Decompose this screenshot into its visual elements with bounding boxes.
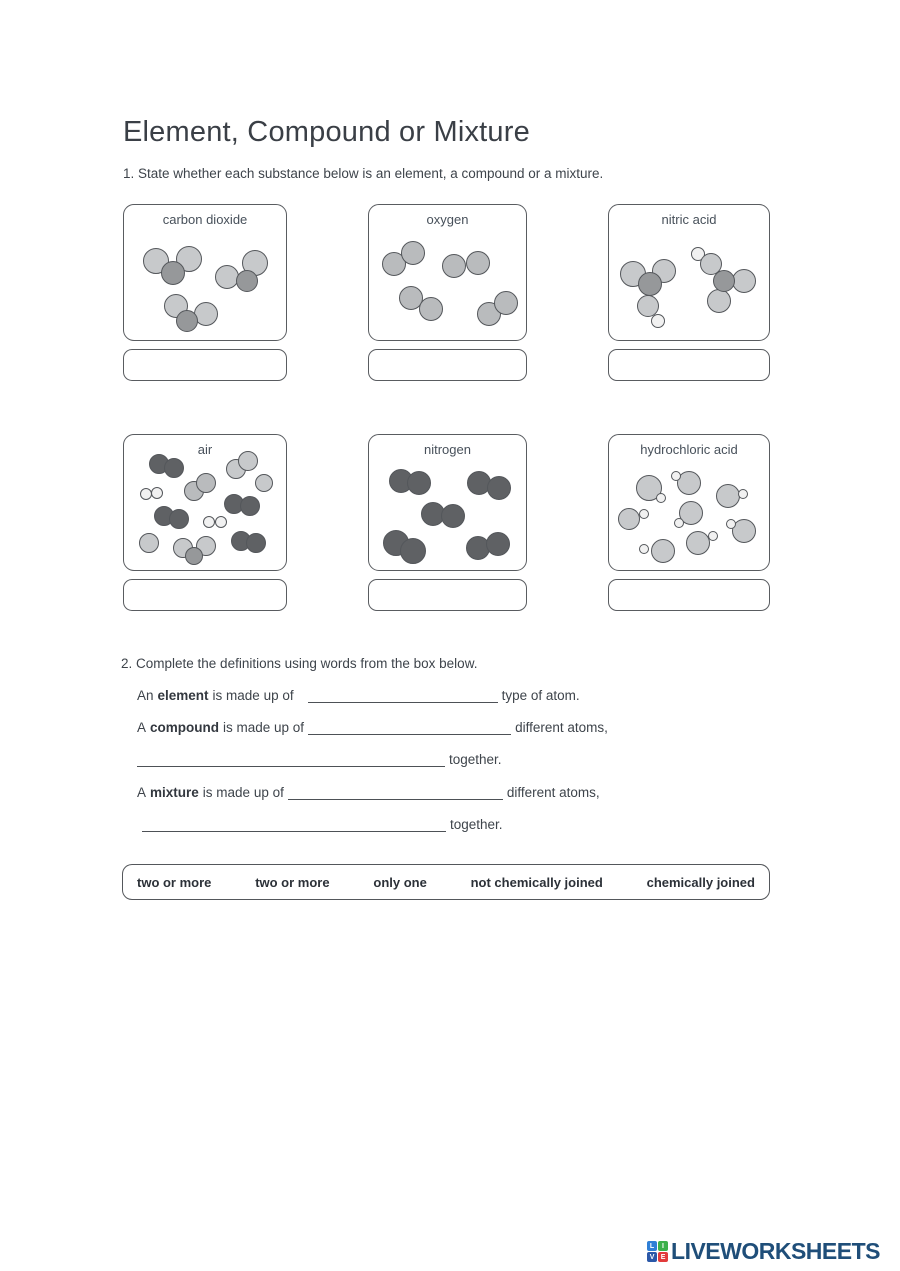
word-bank-item: chemically joined <box>646 874 755 890</box>
substance-card-oxygen <box>368 204 527 381</box>
molecule-box <box>608 434 770 571</box>
molecule-diagram <box>369 435 526 570</box>
atom <box>169 509 189 529</box>
substance-label: nitrogen <box>424 442 471 457</box>
definition-blank[interactable] <box>308 720 511 735</box>
substance-label: nitric acid <box>661 212 717 227</box>
definition-mixture-line-2 <box>142 817 503 832</box>
question-1-text: 1. State whether each substance below is an element, a compound or a mixture. <box>123 166 604 181</box>
atom <box>196 473 216 493</box>
atom <box>686 531 710 555</box>
definition-text: together. <box>449 752 502 767</box>
logo-tile-i: I <box>658 1241 668 1251</box>
word-bank-item: not chemically joined <box>470 874 603 890</box>
answer-box[interactable] <box>368 349 527 381</box>
definition-blank[interactable] <box>137 752 445 767</box>
definition-text: different atoms, <box>506 785 600 800</box>
answer-box[interactable] <box>123 349 287 381</box>
atom <box>738 489 748 499</box>
definition-compound-line <box>137 720 608 735</box>
word-bank-item: two or more <box>255 874 330 890</box>
substance-label: oxygen <box>426 212 469 227</box>
definition-term: element <box>157 688 209 703</box>
definition-compound-line-2 <box>137 752 502 767</box>
atom <box>185 547 203 565</box>
definition-text: is made up of <box>212 688 294 703</box>
answer-box[interactable] <box>608 579 770 611</box>
answer-box[interactable] <box>608 349 770 381</box>
atom <box>656 493 666 503</box>
atom <box>255 474 273 492</box>
atom <box>139 533 159 553</box>
atom <box>638 272 662 296</box>
atom <box>238 451 258 471</box>
definition-blank[interactable] <box>142 817 446 832</box>
definition-text: An <box>137 688 154 703</box>
atom <box>203 516 215 528</box>
atom <box>639 544 649 554</box>
atom <box>215 265 239 289</box>
substance-card-nitrogen <box>368 434 527 611</box>
word-bank <box>122 864 770 900</box>
molecule-box <box>368 204 527 341</box>
word-bank-item: two or more <box>137 874 212 890</box>
atom <box>671 471 681 481</box>
definition-text: is made up of <box>202 785 284 800</box>
atom <box>466 251 490 275</box>
definition-text: type of atom. <box>501 688 580 703</box>
substance-label: hydrochloric acid <box>640 442 738 457</box>
molecule-box <box>368 434 527 571</box>
atom <box>240 496 260 516</box>
liveworksheets-logo <box>647 1238 880 1265</box>
liveworksheets-grid-icon <box>647 1241 668 1262</box>
brand-text: LIVEWORKSHEETS <box>671 1238 880 1264</box>
molecule-diagram <box>124 435 286 570</box>
atom <box>707 289 731 313</box>
atom <box>639 509 649 519</box>
substance-card-carbon-dioxide <box>123 204 287 381</box>
substance-card-hydrochloric-acid <box>608 434 770 611</box>
atom <box>732 269 756 293</box>
atom <box>674 518 684 528</box>
definition-element-line <box>137 688 580 703</box>
definition-term: mixture <box>150 785 199 800</box>
page-title: Element, Compound or Mixture <box>123 116 530 148</box>
atom <box>164 458 184 478</box>
molecule-box <box>123 434 287 571</box>
atom <box>215 516 227 528</box>
substance-card-air <box>123 434 287 611</box>
answer-box[interactable] <box>368 579 527 611</box>
molecule-diagram <box>124 205 286 340</box>
answer-box[interactable] <box>123 579 287 611</box>
definition-blank[interactable] <box>308 688 498 703</box>
definition-term: compound <box>150 720 220 735</box>
definition-text: different atoms, <box>515 720 608 735</box>
atom <box>651 314 665 328</box>
substance-label: air <box>197 442 213 457</box>
definition-blank[interactable] <box>288 785 503 800</box>
atom <box>161 261 185 285</box>
atom <box>400 538 426 564</box>
atom <box>419 297 443 321</box>
logo-tile-e: E <box>658 1252 668 1262</box>
atom <box>494 291 518 315</box>
atom <box>486 532 510 556</box>
molecule-box <box>608 204 770 341</box>
atom <box>236 270 258 292</box>
atom <box>708 531 718 541</box>
atom <box>441 504 465 528</box>
atom <box>716 484 740 508</box>
logo-tile-l: L <box>647 1241 657 1251</box>
substance-label: carbon dioxide <box>162 212 248 227</box>
atom <box>713 270 735 292</box>
atom <box>651 539 675 563</box>
definition-text: is made up of <box>223 720 305 735</box>
atom <box>246 533 266 553</box>
molecule-diagram <box>609 205 769 340</box>
question-2-text: 2. Complete the definitions using words from the box below. <box>121 656 478 671</box>
definition-text: A <box>137 720 147 735</box>
molecule-diagram <box>609 435 769 570</box>
atom <box>176 310 198 332</box>
atom <box>726 519 736 529</box>
definition-text: A <box>137 785 147 800</box>
molecule-box <box>123 204 287 341</box>
atom <box>407 471 431 495</box>
atom <box>401 241 425 265</box>
logo-tile-v: V <box>647 1252 657 1262</box>
word-bank-item: only one <box>373 874 427 890</box>
substance-card-nitric-acid <box>608 204 770 381</box>
definition-text: together. <box>450 817 503 832</box>
definition-mixture-line <box>137 785 600 800</box>
molecule-diagram <box>369 205 526 340</box>
atom <box>487 476 511 500</box>
atom <box>442 254 466 278</box>
atom <box>618 508 640 530</box>
atom <box>151 487 163 499</box>
